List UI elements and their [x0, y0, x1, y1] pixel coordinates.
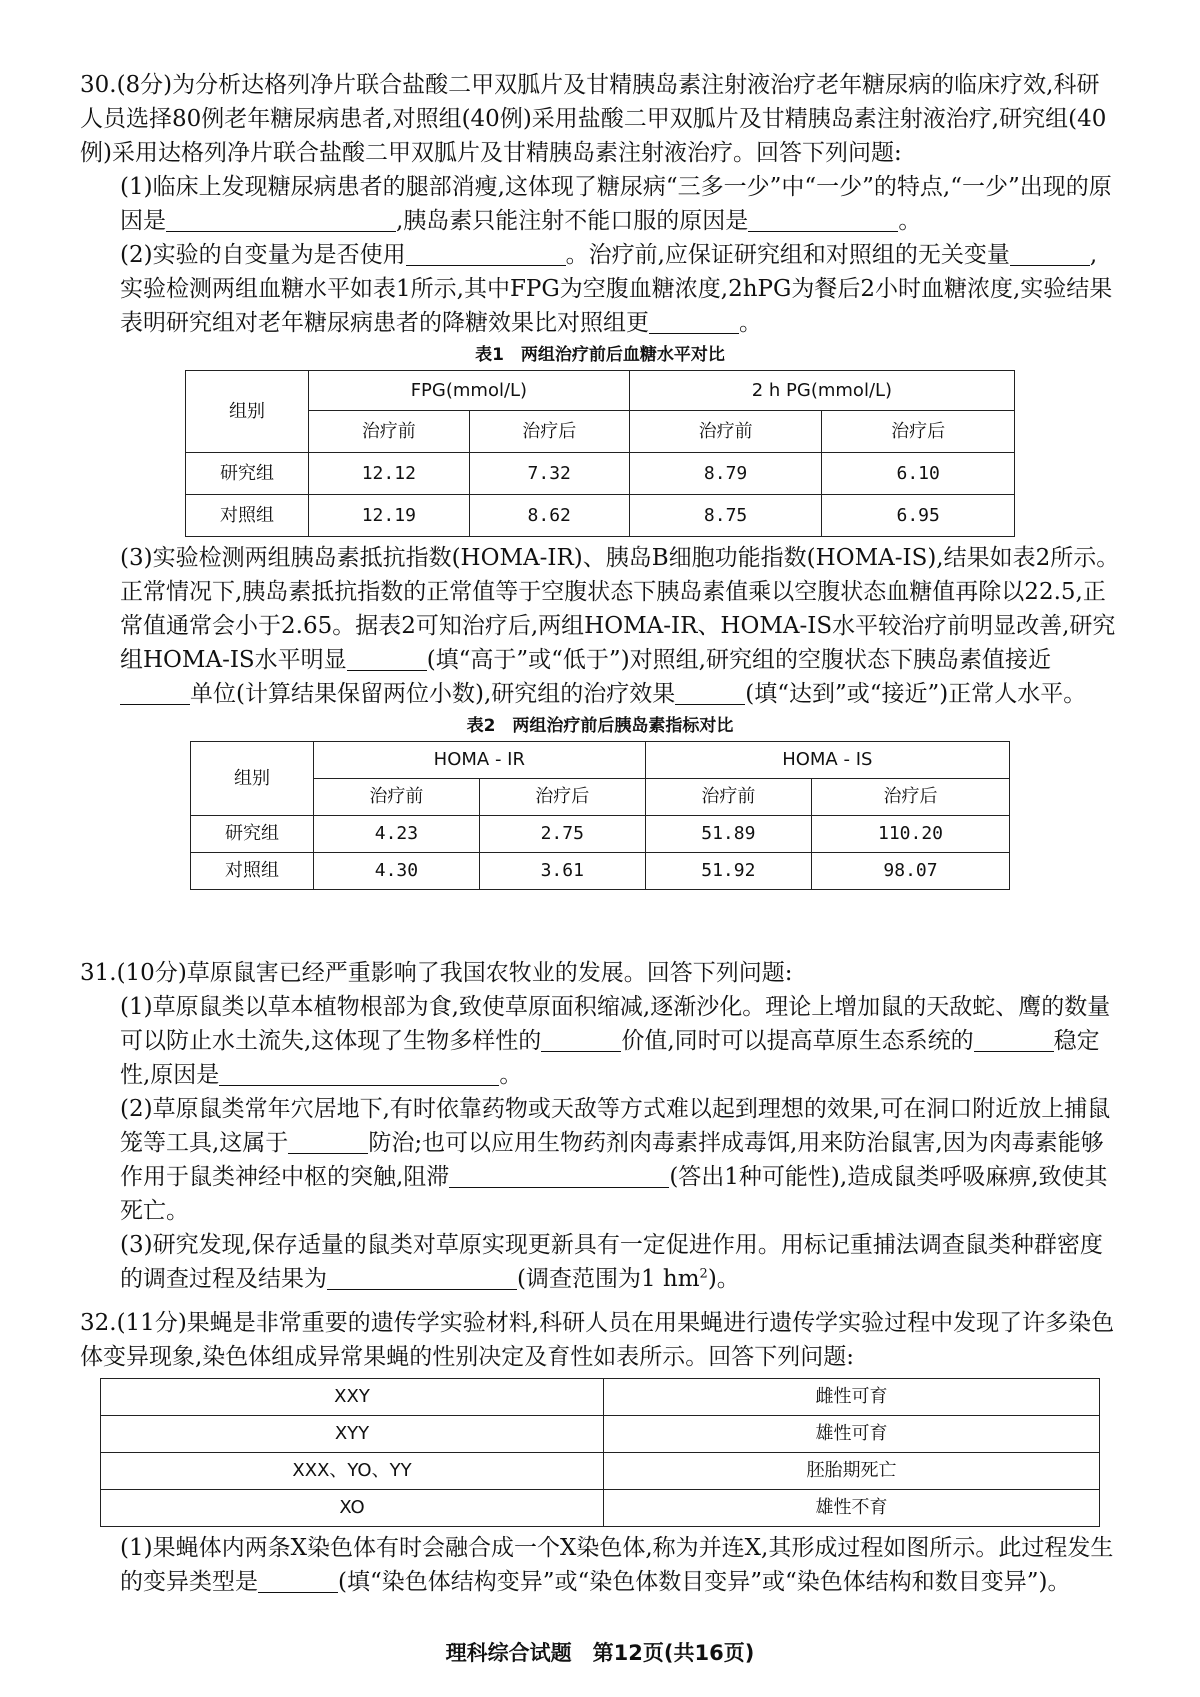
row-label: 研究组 — [186, 453, 309, 495]
q30-p1-text-a: (1)临床上发现糖尿病患者的腿部消瘦,这体现了糖尿病“三多一少”中“一少”的特点,“一少”出现的原因是 — [120, 174, 1112, 234]
answer-blank[interactable] — [649, 307, 739, 334]
table1-caption: 表1 两组治疗前后血糖水平对比 — [475, 345, 725, 365]
answer-blank[interactable] — [120, 678, 190, 705]
table1-group-header: 组别 — [186, 371, 309, 453]
table1-after: 治疗后 — [822, 411, 1015, 453]
table2-before: 治疗前 — [314, 779, 480, 816]
table1-col-2hpg: 2 h PG(mmol/L) — [629, 371, 1014, 411]
q30-p3-text-d: (填“达到”或“接近”)正常人水平。 — [745, 681, 1087, 707]
q30-part1 — [80, 170, 1120, 238]
cell: 98.07 — [812, 853, 1010, 890]
q31-p3-text-b: (调查范围为1 hm — [517, 1266, 700, 1292]
cell: 8.62 — [469, 495, 629, 537]
answer-blank[interactable] — [1010, 239, 1090, 266]
row-label: 对照组 — [191, 853, 314, 890]
answer-blank[interactable] — [541, 1025, 621, 1052]
cell: 4.30 — [314, 853, 480, 890]
cell: XXX、YO、YY — [101, 1453, 604, 1490]
cell: 6.95 — [822, 495, 1015, 537]
q31-p2-text-b: 防治;也可以应用生物药剂肉毒素拌成毒饵,用来防治鼠害,因为肉毒素能够作用于鼠类神经中枢的突触,阻滞 — [120, 1130, 1104, 1190]
q30-p3-text-a: (3)实验检测两组胰岛素抵抗指数(HOMA-IR)、胰岛B细胞功能指数(HOMA-IS),结果如表2所示。正常情况下,胰岛素抵抗指数的正常值等于空腹状态下胰岛素值乘以空腹状态血糖值再除以22.5,正常值通常会小于2.65。据表2可知治疗后,两组HOMA-IR、HOMA-IS水平较治疗前明显改善,研究组HOMA-IS水平明显 — [120, 545, 1120, 673]
answer-blank[interactable] — [219, 1059, 499, 1086]
q31-part3 — [80, 1228, 1120, 1296]
answer-blank[interactable] — [347, 644, 427, 671]
table1-blood-glucose — [185, 370, 1015, 537]
page-footer: 理科综合试题 第12页(共16页) — [445, 1641, 755, 1665]
q31-part1 — [80, 990, 1120, 1092]
answer-blank[interactable] — [675, 678, 745, 705]
table-row — [186, 453, 1015, 495]
q30-p2-text-b: 。治疗前,应保证研究组和对照组的无关变量 — [565, 242, 1010, 268]
question-31 — [80, 956, 1120, 1296]
cell: 12.19 — [309, 495, 470, 537]
q30-p3-text-b: (填“高于”或“低于”)对照组,研究组的空腹状态下胰岛素值接近 — [426, 647, 1051, 673]
row-label: 研究组 — [191, 816, 314, 853]
answer-blank[interactable] — [406, 239, 566, 266]
q30-p2-text-c: ,实验检测两组血糖水平如表1所示,其中FPG为空腹血糖浓度,2hPG为餐后2小时血糖浓度,实验结果表明研究组对老年糖尿病患者的降糖效果比对照组更 — [120, 242, 1113, 336]
table1-before: 治疗前 — [309, 411, 470, 453]
cell: XXY — [101, 1379, 604, 1416]
superscript-2: 2 — [699, 1266, 708, 1282]
q30-p2-text-d: 。 — [739, 310, 762, 336]
answer-blank[interactable] — [258, 1566, 338, 1593]
cell: 8.75 — [629, 495, 822, 537]
table-row — [186, 495, 1015, 537]
table2-col-is: HOMA - IS — [645, 742, 1009, 779]
q31-p2-text-c: (答出1种可能性),造成鼠类呼吸麻痹,致使其死亡。 — [120, 1164, 1108, 1224]
cell: 6.10 — [822, 453, 1015, 495]
table-row — [191, 816, 1010, 853]
cell: 8.79 — [629, 453, 822, 495]
table2-insulin-index — [190, 741, 1010, 890]
answer-blank[interactable] — [748, 205, 898, 232]
q32-stem: 32.(11分)果蝇是非常重要的遗传学实验材料,科研人员在用果蝇进行遗传学实验过程中发现了许多染色体变异现象,染色体组成异常果蝇的性别决定及育性如表所示。回答下列问题: — [80, 1310, 1115, 1370]
table2-caption: 表2 两组治疗前后胰岛素指标对比 — [466, 716, 734, 736]
table2-after: 治疗后 — [812, 779, 1010, 816]
table1-before: 治疗前 — [629, 411, 822, 453]
q31-p3-text-a: (3)研究发现,保存适量的鼠类对草原实现更新具有一定促进作用。用标记重捕法调查鼠类种群密度的调查过程及结果为 — [120, 1232, 1103, 1292]
table1-after: 治疗后 — [469, 411, 629, 453]
q31-p1-text-a: (1)草原鼠类以草本植物根部为食,致使草原面积缩减,逐渐沙化。理论上增加鼠的天敌蛇、鹰的数量可以防止水土流失,这体现了生物多样性的 — [120, 994, 1111, 1054]
q31-p2-text-a: (2)草原鼠类常年穴居地下,有时依靠药物或天敌等方式难以起到理想的效果,可在洞口附近放上捕鼠笼等工具,这属于 — [120, 1096, 1111, 1156]
q32-table-fly-karyotype — [100, 1378, 1100, 1527]
cell: 7.32 — [469, 453, 629, 495]
q32-p1-text-b: (填“染色体结构变异”或“染色体数目变异”或“染色体结构和数目变异”)。 — [338, 1569, 1071, 1595]
question-32 — [80, 1306, 1120, 1599]
q30-p1-text-b: ,胰岛素只能注射不能口服的原因是 — [396, 208, 749, 234]
table2-after: 治疗后 — [479, 779, 645, 816]
cell: 3.61 — [479, 853, 645, 890]
answer-blank[interactable] — [327, 1263, 517, 1290]
row-label: 对照组 — [186, 495, 309, 537]
q32-p1-text-a: (1)果蝇体内两条X染色体有时会融合成一个X染色体,称为并连X,其形成过程如图所示。此过程发生的变异类型是 — [120, 1535, 1114, 1595]
cell: 110.20 — [812, 816, 1010, 853]
cell: 雄性不育 — [604, 1490, 1100, 1527]
question-30 — [80, 68, 1120, 890]
q30-part2 — [80, 238, 1120, 340]
table1-col-fpg: FPG(mmol/L) — [309, 371, 630, 411]
answer-blank[interactable] — [288, 1127, 368, 1154]
q30-part3 — [80, 541, 1120, 711]
q31-p1-text-d: 。 — [499, 1062, 523, 1088]
q31-part2 — [80, 1092, 1120, 1228]
q30-p2-text-a: (2)实验的自变量为是否使用 — [120, 242, 406, 268]
cell: 4.23 — [314, 816, 480, 853]
q30-p1-text-c: 。 — [898, 208, 922, 234]
q32-part1 — [80, 1531, 1120, 1599]
cell: 胚胎期死亡 — [604, 1453, 1100, 1490]
cell: 51.89 — [645, 816, 811, 853]
table2-before: 治疗前 — [645, 779, 811, 816]
q30-p3-text-c: 单位(计算结果保留两位小数),研究组的治疗效果 — [190, 681, 676, 707]
q31-p3-text-c: )。 — [707, 1266, 740, 1292]
table-row — [101, 1453, 1100, 1490]
answer-blank[interactable] — [166, 205, 396, 232]
table-row — [101, 1490, 1100, 1527]
cell: 51.92 — [645, 853, 811, 890]
q31-p1-text-b: 价值,同时可以提高草原生态系统的 — [621, 1028, 974, 1054]
table-row — [101, 1416, 1100, 1453]
table2-col-ir: HOMA - IR — [314, 742, 646, 779]
cell: 雄性可育 — [604, 1416, 1100, 1453]
cell: 12.12 — [309, 453, 470, 495]
table-row — [191, 853, 1010, 890]
table-row — [101, 1379, 1100, 1416]
cell: XO — [101, 1490, 604, 1527]
cell: 2.75 — [479, 816, 645, 853]
answer-blank[interactable] — [449, 1161, 669, 1188]
answer-blank[interactable] — [974, 1025, 1054, 1052]
q30-stem: 30.(8分)为分析达格列净片联合盐酸二甲双胍片及甘精胰岛素注射液治疗老年糖尿病的临床疗效,科研人员选择80例老年糖尿病患者,对照组(40例)采用盐酸二甲双胍片及甘精胰岛素注射液治疗,研究组(40例)采用达格列净片联合盐酸二甲双胍片及甘精胰岛素注射液治疗。回答下列问题: — [80, 72, 1107, 166]
q31-p1-text-c: 稳定性,原因是 — [120, 1028, 1100, 1088]
table2-group-header: 组别 — [191, 742, 314, 816]
cell: XYY — [101, 1416, 604, 1453]
cell: 雌性可育 — [604, 1379, 1100, 1416]
q31-stem: 31.(10分)草原鼠害已经严重影响了我国农牧业的发展。回答下列问题: — [80, 960, 793, 986]
